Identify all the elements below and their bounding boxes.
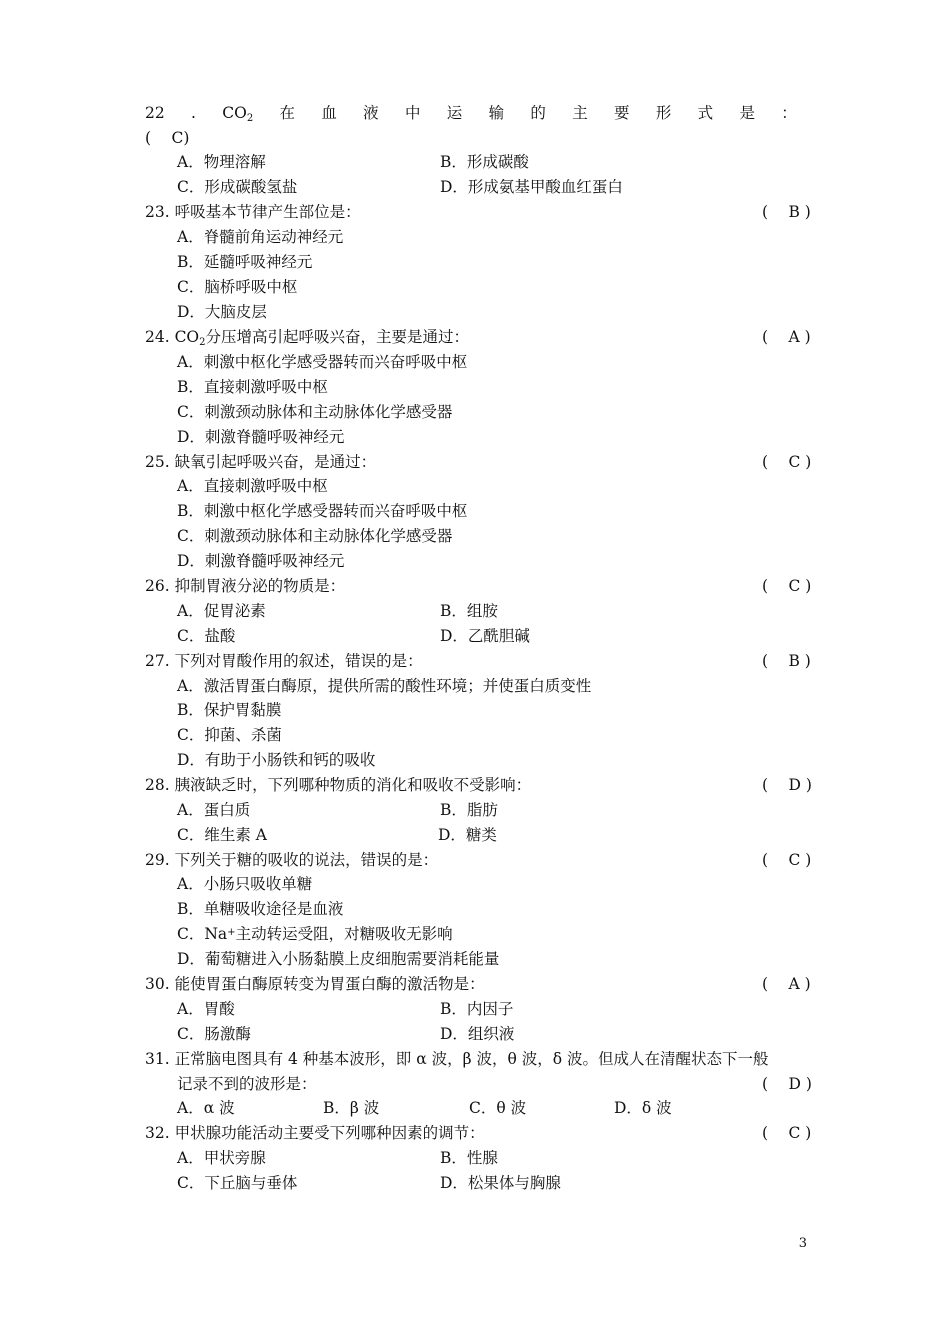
question-29-stem: 29. 下列关于糖的吸收的说法，错误的是： (145, 851, 439, 869)
question-22-answer: ( C) (145, 129, 190, 147)
q22-word: 式 (697, 104, 714, 122)
q31-option-c: C．θ 波 (469, 1099, 527, 1117)
q22-word: 形 (655, 104, 672, 122)
q29-option-c: C．Na+主动转运受阻，对糖吸收无影响 (177, 925, 453, 943)
q22-word: ： (781, 104, 797, 122)
q32-option-b: B．性腺 (440, 1149, 498, 1167)
question-26-answer: ( C ) (762, 577, 812, 595)
q29-option-d: D．葡萄糖进入小肠黏膜上皮细胞需要消耗能量 (177, 950, 500, 968)
question-22-stem (145, 103, 797, 123)
question-26-stem: 26. 抑制胃液分泌的物质是： (145, 577, 346, 595)
q28-option-c: C．维生素 A (177, 826, 267, 844)
q24-option-c: C．刺激颈动脉体和主动脉体化学感受器 (177, 403, 453, 421)
q25-option-c: C．刺激颈动脉体和主动脉体化学感受器 (177, 527, 453, 545)
q30-option-c: C．肠激酶 (177, 1025, 251, 1043)
q22-word: 运 (446, 104, 463, 122)
q32-option-a: A．甲状旁腺 (177, 1149, 266, 1167)
question-30-stem: 30. 能使胃蛋白酶原转变为胃蛋白酶的激活物是： (145, 975, 485, 993)
q22-option-b: B．形成碳酸 (440, 153, 529, 171)
q22-word: 血 (321, 104, 337, 122)
q26-option-d: D．乙酰胆碱 (440, 627, 530, 645)
question-32-answer: ( C ) (762, 1124, 812, 1142)
question-30-answer: ( A ) (762, 975, 811, 993)
q27-option-a: A．激活胃蛋白酶原，提供所需的酸性环境；并使蛋白质变性 (177, 677, 592, 695)
q29-option-a: A．小肠只吸收单糖 (177, 875, 313, 893)
question-31-stem-line2: 记录不到的波形是： (177, 1075, 317, 1093)
q30-option-a: A．胃酸 (177, 1000, 235, 1018)
question-28-answer: ( D ) (762, 776, 812, 794)
q30-option-b: B．内因子 (440, 1000, 514, 1018)
q25-option-a: A．直接刺激呼吸中枢 (177, 477, 328, 495)
q31-option-a: A．α 波 (177, 1099, 235, 1117)
q23-option-a: A．脊髓前角运动神经元 (177, 228, 344, 246)
question-29-answer: ( C ) (762, 851, 812, 869)
q22-word: 输 (488, 104, 505, 122)
question-27-answer: ( B ) (762, 652, 811, 670)
question-32-stem: 32. 甲状腺功能活动主要受下列哪种因素的调节： (145, 1124, 485, 1142)
question-23-stem: 23. 呼吸基本节律产生部位是： (145, 203, 361, 221)
q24-option-b: B．直接刺激呼吸中枢 (177, 378, 328, 396)
q32-option-c: C．下丘脑与垂体 (177, 1174, 298, 1192)
q22-word: 要 (614, 104, 630, 122)
q32-option-d: D．松果体与胸腺 (440, 1174, 561, 1192)
question-31-stem-line1: 31. 正常脑电图具有 4 种基本波形，即 α 波，β 波，θ 波，δ 波。但成人在清醒状态下一般 (145, 1050, 769, 1068)
q31-option-b: B．β 波 (323, 1099, 380, 1117)
q25-option-d: D．刺激脊髓呼吸神经元 (177, 552, 345, 570)
q23-option-d: D．大脑皮层 (177, 303, 267, 321)
q26-option-a: A．促胃泌素 (177, 602, 266, 620)
question-25-stem: 25. 缺氧引起呼吸兴奋，是通过： (145, 453, 377, 471)
q22-option-d: D．形成氨基甲酸血红蛋白 (440, 178, 623, 196)
q22-word: 是 (739, 104, 755, 122)
page-number: 3 (798, 1236, 807, 1251)
q22-word: 22 (145, 104, 165, 122)
q23-option-b: B．延髓呼吸神经元 (177, 253, 313, 271)
question-31-answer: ( D ) (762, 1075, 812, 1093)
question-28-stem: 28. 胰液缺乏时，下列哪种物质的消化和吸收不受影响： (145, 776, 532, 794)
q27-option-c: C．抑菌、杀菌 (177, 726, 282, 744)
q24-option-d: D．刺激脊髓呼吸神经元 (177, 428, 345, 446)
q27-option-d: D．有助于小肠铁和钙的吸收 (177, 751, 376, 769)
q22-word: 主 (572, 104, 588, 122)
q27-option-b: B．保护胃黏膜 (177, 701, 282, 719)
q22-word: 在 (279, 104, 296, 122)
question-27-stem: 27. 下列对胃酸作用的叙述，错误的是： (145, 652, 423, 670)
q26-option-c: C．盐酸 (177, 627, 236, 645)
q24-option-a: A．刺激中枢化学感受器转而兴奋呼吸中枢 (177, 353, 468, 371)
question-25-answer: ( C ) (762, 453, 812, 471)
q22-option-a: A．物理溶解 (177, 153, 266, 171)
q22-co2: $CO_2$ (222, 104, 254, 124)
q22-word: . (191, 104, 196, 122)
q29-option-b: B．单糖吸收途径是血液 (177, 900, 344, 918)
q22-option-c: C．形成碳酸氢盐 (177, 178, 298, 196)
q22-word: 的 (530, 104, 546, 122)
q22-word: 中 (404, 104, 421, 122)
q26-option-b: B．组胺 (440, 602, 498, 620)
q31-option-d: D．δ 波 (614, 1099, 672, 1117)
question-24-answer: ( A ) (762, 328, 811, 346)
q23-option-c: C．脑桥呼吸中枢 (177, 278, 298, 296)
q28-option-a: A．蛋白质 (177, 801, 251, 819)
q28-option-b: B．脂肪 (440, 801, 498, 819)
question-23-answer: ( B ) (762, 203, 811, 221)
q28-option-d: D．糖类 (438, 826, 497, 844)
q22-word: 液 (363, 104, 379, 122)
q25-option-b: B．刺激中枢化学感受器转而兴奋呼吸中枢 (177, 502, 468, 520)
question-24-stem: 24. $CO_2$分压增高引起呼吸兴奋，主要是通过： (145, 328, 470, 348)
q30-option-d: D．组织液 (440, 1025, 515, 1043)
